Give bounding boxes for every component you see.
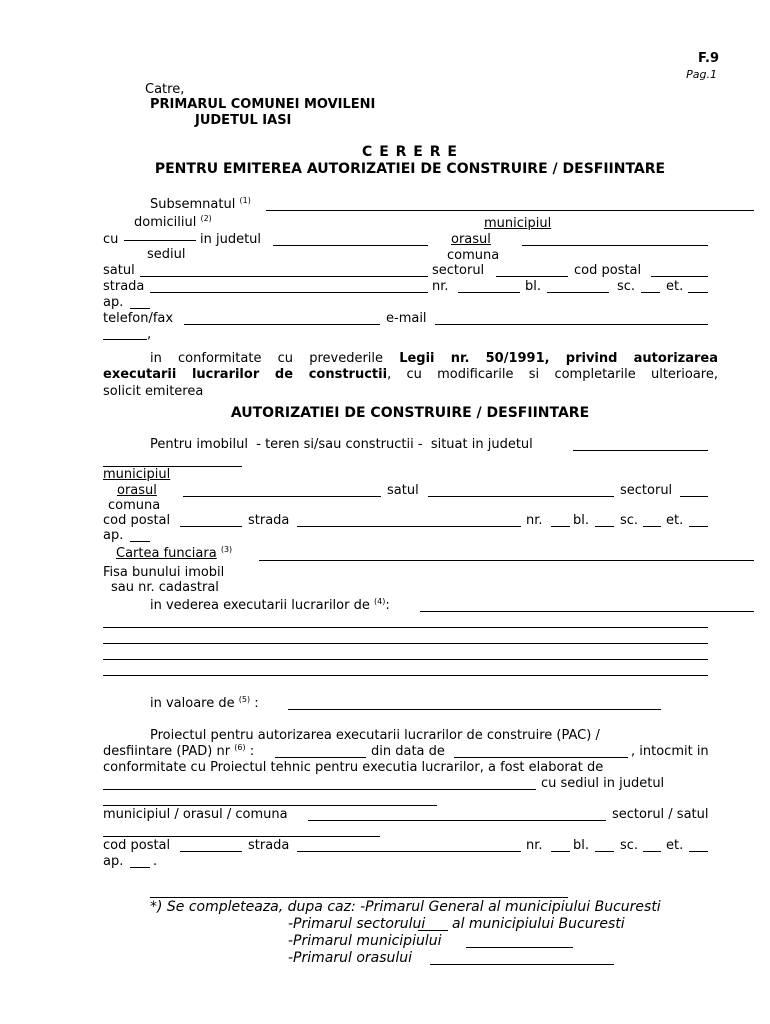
footnote-line-4: -Primarul orasului (288, 950, 413, 966)
footnote-oras-field[interactable] (430, 964, 614, 965)
comma: , (147, 327, 152, 342)
imobil-cod-postal-label: cod postal (103, 513, 171, 528)
footnote-line-2a: -Primarul sectorului (288, 916, 426, 932)
cod-postal-label: cod postal (574, 263, 642, 278)
bl-field[interactable] (547, 292, 609, 293)
valoare-field[interactable] (288, 709, 661, 710)
project-cod-postal-label: cod postal (103, 838, 171, 853)
project-et-field[interactable] (689, 851, 708, 852)
project-mun-label: municipiul / orasul / comuna (103, 807, 288, 822)
page-title: C E R E R E (362, 144, 458, 160)
project-sediul-label: cu sediul in judetul (541, 776, 665, 791)
imobil-localitate-field[interactable] (183, 496, 381, 497)
project-nr-field[interactable] (551, 851, 570, 852)
imobil-intro: Pentru imobilul - teren si/sau constructii - situat in judetul (150, 437, 533, 452)
in-judetul-label: in judetul (200, 232, 262, 247)
lucrari-field-line-3[interactable] (103, 643, 708, 644)
imobil-et-label: et. (666, 513, 684, 528)
project-bl-field[interactable] (595, 851, 614, 852)
orasul-label: orasul (451, 232, 491, 247)
project-et-label: et. (666, 838, 684, 853)
fisa-label: Fisa bunului imobil (103, 565, 225, 580)
page-number: Pag.1 (686, 68, 717, 81)
section-title: AUTORIZATIEI DE CONSTRUIRE / DESFIINTARE (230, 405, 590, 421)
cod-postal-field[interactable] (651, 276, 708, 277)
valoare-label: in valoare de $^{(5)}$ : (150, 695, 259, 711)
email-field-continued[interactable] (103, 339, 147, 340)
domiciliul-label: domiciliul $^{(2)}$ (134, 214, 212, 230)
strada-label: strada (103, 279, 145, 294)
sediul-label: sediul (147, 247, 186, 262)
legal-line-2: executarii lucrarilor de constructii, cu modificarile si completarile ulterioare, (103, 367, 718, 382)
project-ap-label: ap. (103, 854, 124, 869)
footnote-divider (150, 897, 568, 898)
strada-field[interactable] (150, 292, 428, 293)
imobil-comuna-label: comuna (108, 498, 161, 513)
subsemnatul-field[interactable] (266, 210, 754, 211)
elaborat-field[interactable] (103, 789, 536, 790)
cu-label: cu (103, 232, 119, 247)
sc-label: sc. (617, 279, 636, 294)
imobil-bl-field[interactable] (595, 526, 614, 527)
project-bl-label: bl. (573, 838, 589, 853)
imobil-judet-field[interactable] (573, 450, 708, 451)
email-label: e-mail (386, 311, 427, 326)
imobil-bl-label: bl. (573, 513, 589, 528)
lucrari-field-line-5[interactable] (103, 675, 708, 676)
nr-label: nr. (432, 279, 449, 294)
page-subtitle: PENTRU EMITEREA AUTORIZATIEI DE CONSTRUIRE / DESFIINTARE (154, 161, 666, 177)
imobil-nr-field[interactable] (551, 526, 570, 527)
satul-label: satul (103, 263, 135, 278)
project-nr-field[interactable] (275, 757, 366, 758)
imobil-ap-field[interactable] (130, 541, 150, 542)
project-data-field[interactable] (454, 757, 628, 758)
footnote-line-3: -Primarul municipiului (288, 933, 442, 949)
sectorul-label: sectorul (432, 263, 485, 278)
address-recipient: PRIMARUL COMUNEI MOVILENI (150, 97, 376, 112)
domiciliu-field[interactable] (124, 240, 196, 241)
project-sector-satul-label: sectorul / satul (612, 807, 709, 822)
project-strada-label: strada (248, 838, 290, 853)
nr-field[interactable] (458, 292, 520, 293)
ap-label: ap. (103, 295, 124, 310)
telefon-field[interactable] (184, 324, 380, 325)
project-line-1: Proiectul pentru autorizarea executarii lucrarilor de construire (PAC) / (150, 728, 600, 743)
lucrari-field[interactable] (420, 611, 754, 612)
footnote-line-2b: al municipiului Bucuresti (452, 916, 625, 932)
municipiul-label: municipiul (484, 216, 552, 231)
legal-line-3: solicit emiterea (103, 384, 204, 399)
et-field[interactable] (688, 292, 708, 293)
project-sector-field[interactable] (103, 836, 380, 837)
telefon-label: telefon/fax (103, 311, 174, 326)
imobil-sc-label: sc. (620, 513, 639, 528)
lucrari-label: in vederea executarii lucrarilor de $^{(4)}$: (150, 597, 390, 613)
imobil-satul-field[interactable] (428, 496, 614, 497)
cadastral-label: sau nr. cadastral (111, 580, 219, 595)
legal-line-1: in conformitate cu prevederile Legii nr. 50/1991, privind autorizarea (150, 351, 718, 366)
comuna-label: comuna (447, 248, 500, 263)
imobil-strada-label: strada (248, 513, 290, 528)
imobil-satul-label: satul (387, 483, 419, 498)
email-field[interactable] (435, 324, 708, 325)
footnote-municipiu-field[interactable] (466, 947, 573, 948)
imobil-nr-label: nr. (526, 513, 543, 528)
imobil-orasul-label: orasul (117, 483, 157, 498)
imobil-municipiul-label: municipiul (103, 467, 171, 482)
project-ap-field[interactable] (130, 867, 150, 868)
cartea-funciara-label: Cartea funciara $^{(3)}$ (116, 545, 233, 561)
project-nr-label: desfiintare (PAD) nr $^{(6)}$ : (103, 743, 255, 759)
sc-field[interactable] (641, 292, 660, 293)
footnote-line-1: *) Se completeaza, dupa caz: -Primarul General al municipiului Bucuresti (150, 899, 661, 915)
subsemnatul-label: Subsemnatul $^{(1)}$ (150, 196, 251, 212)
et-label: et. (666, 279, 684, 294)
project-data-label: din data de (371, 744, 445, 759)
imobil-cod-postal-field[interactable] (180, 526, 242, 527)
lucrari-field-line-4[interactable] (103, 659, 708, 660)
imobil-strada-field[interactable] (297, 526, 521, 527)
project-intocmit: , intocmit in (631, 744, 709, 759)
ap-field[interactable] (130, 308, 150, 309)
project-strada-field[interactable] (297, 851, 521, 852)
address-catre: Catre, (145, 82, 185, 97)
project-nr-label: nr. (526, 838, 543, 853)
footnote-sector-field[interactable] (418, 930, 448, 931)
project-judet-field[interactable] (103, 805, 437, 806)
bl-label: bl. (525, 279, 541, 294)
address-county: JUDETUL IASI (195, 113, 292, 128)
project-end: . (153, 854, 158, 869)
project-localitate-field[interactable] (308, 820, 606, 821)
localitate-field[interactable] (522, 245, 708, 246)
sectorul-field[interactable] (496, 276, 568, 277)
imobil-et-field[interactable] (689, 526, 708, 527)
imobil-sectorul-label: sectorul (620, 483, 673, 498)
project-sc-label: sc. (620, 838, 639, 853)
imobil-sc-field[interactable] (643, 526, 661, 527)
imobil-ap-label: ap. (103, 528, 124, 543)
lucrari-field-line-2[interactable] (103, 627, 708, 628)
form-code: F.9 (698, 51, 719, 66)
project-line-3: conformitate cu Proiectul tehnic pentru executia lucrarilor, a fost elaborat de (103, 760, 604, 775)
cartea-funciara-field[interactable] (259, 560, 754, 561)
imobil-sectorul-field[interactable] (680, 496, 708, 497)
project-cod-postal-field[interactable] (180, 851, 242, 852)
judet-field[interactable] (273, 245, 428, 246)
project-sc-field[interactable] (643, 851, 661, 852)
satul-field[interactable] (140, 276, 428, 277)
